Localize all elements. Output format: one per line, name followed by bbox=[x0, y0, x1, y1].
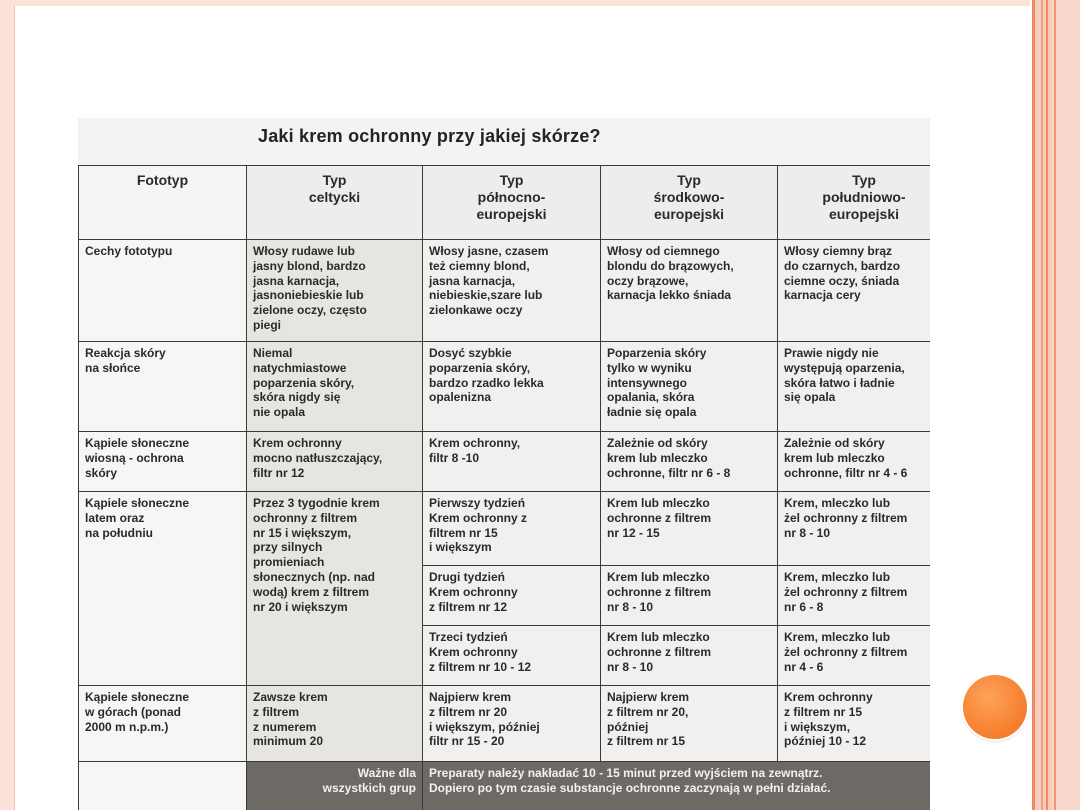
header-row bbox=[79, 166, 931, 240]
table-cell: Poparzenia skóry tylko w wyniku intensywnego opalania, skóra ładnie się opala bbox=[601, 342, 778, 432]
slide-frame-left bbox=[0, 0, 15, 810]
table-cell: Przez 3 tygodnie krem ochronny z filtrem nr 15 i większym, przy silnych promieniach słonecznych (np. nad wodą) krem z filtrem nr 20 i większym bbox=[247, 492, 423, 686]
row-label-features: Cechy fototypu bbox=[79, 240, 247, 342]
table-row bbox=[79, 240, 931, 342]
table-cell: Krem lub mleczko ochronne z filtrem nr 8 - 10 bbox=[601, 566, 778, 626]
table-cell: Krem ochronny z filtrem nr 15 i większym, później 10 - 12 bbox=[778, 686, 931, 762]
table-cell: Najpierw krem z filtrem nr 20 i większym, później filtr nr 15 - 20 bbox=[423, 686, 601, 762]
footer-note: Preparaty należy nakładać 10 - 15 minut przed wyjściem na zewnątrz. Dopiero po tym czasie substancje ochronne zaczynają w pełni działać. bbox=[423, 762, 931, 810]
table-row bbox=[79, 686, 931, 762]
footer-empty-cell bbox=[79, 762, 247, 810]
header-fototyp: Fototyp bbox=[79, 166, 247, 240]
table-cell: Prawie nigdy nie występują oparzenia, skóra łatwo i ładnie się opala bbox=[778, 342, 931, 432]
table-cell: Pierwszy tydzień Krem ochronny z filtrem nr 15 i większym bbox=[423, 492, 601, 566]
frame-stripe bbox=[1041, 0, 1043, 810]
footer-row bbox=[79, 762, 931, 810]
table-cell: Zależnie od skóry krem lub mleczko ochronne, filtr nr 6 - 8 bbox=[601, 432, 778, 492]
sunscreen-table bbox=[78, 165, 930, 810]
table-row bbox=[79, 432, 931, 492]
frame-stripe bbox=[1052, 0, 1080, 810]
table-cell: Włosy od ciemnego blondu do brązowych, oczy brązowe, karnacja lekko śniada bbox=[601, 240, 778, 342]
table-row bbox=[79, 492, 931, 566]
frame-stripe bbox=[1054, 0, 1056, 810]
scanned-table-image bbox=[78, 118, 930, 810]
table-cell: Włosy ciemny brąz do czarnych, bardzo ciemne oczy, śniada karnacja cery bbox=[778, 240, 931, 342]
table-cell: Krem lub mleczko ochronne z filtrem nr 8 - 10 bbox=[601, 626, 778, 686]
table-cell: Trzeci tydzień Krem ochronny z filtrem nr 10 - 12 bbox=[423, 626, 601, 686]
table-cell: Krem ochronny mocno natłuszczający, filtr nr 12 bbox=[247, 432, 423, 492]
row-label-spring: Kąpiele słoneczne wiosną - ochrona skóry bbox=[79, 432, 247, 492]
table-cell: Krem ochronny, filtr 8 -10 bbox=[423, 432, 601, 492]
header-celtic: Typ celtycki bbox=[247, 166, 423, 240]
row-label-summer: Kąpiele słoneczne latem oraz na południu bbox=[79, 492, 247, 686]
header-south-european: Typ południowo- europejski bbox=[778, 166, 931, 240]
table-cell: Krem, mleczko lub żel ochronny z filtrem nr 6 - 8 bbox=[778, 566, 931, 626]
table-cell: Krem, mleczko lub żel ochronny z filtrem nr 4 - 6 bbox=[778, 626, 931, 686]
table-cell: Zależnie od skóry krem lub mleczko ochronne, filtr nr 4 - 6 bbox=[778, 432, 931, 492]
table-cell: Krem lub mleczko ochronne z filtrem nr 12 - 15 bbox=[601, 492, 778, 566]
table-cell: Drugi tydzień Krem ochronny z filtrem nr 12 bbox=[423, 566, 601, 626]
footer-label: Ważne dla wszystkich grup bbox=[247, 762, 423, 810]
table-cell: Najpierw krem z filtrem nr 20, później z filtrem nr 15 bbox=[601, 686, 778, 762]
header-central-european: Typ środkowo- europejski bbox=[601, 166, 778, 240]
table-row bbox=[79, 342, 931, 432]
orange-circle-decoration bbox=[963, 675, 1027, 739]
table-cell: Zawsze krem z filtrem z numerem minimum 20 bbox=[247, 686, 423, 762]
header-north-european: Typ północno- europejski bbox=[423, 166, 601, 240]
table-cell: Włosy jasne, czasem też ciemny blond, jasna karnacja, niebieskie,szare lub zielonkawe oczy bbox=[423, 240, 601, 342]
table-cell: Niemal natychmiastowe poparzenia skóry, skóra nigdy się nie opala bbox=[247, 342, 423, 432]
row-label-reaction: Reakcja skóry na słońce bbox=[79, 342, 247, 432]
slide-frame-right bbox=[1032, 0, 1080, 810]
frame-stripe bbox=[1046, 0, 1048, 810]
table-cell: Krem, mleczko lub żel ochronny z filtrem nr 8 - 10 bbox=[778, 492, 931, 566]
frame-stripe bbox=[1032, 0, 1035, 810]
document-title: Jaki krem ochronny przy jakiej skórze? bbox=[258, 126, 601, 146]
row-label-mountains: Kąpiele słoneczne w górach (ponad 2000 m n.p.m.) bbox=[79, 686, 247, 762]
table-cell: Dosyć szybkie poparzenia skóry, bardzo rzadko lekka opalenizna bbox=[423, 342, 601, 432]
slide-frame-top bbox=[14, 0, 1030, 6]
table-cell: Włosy rudawe lub jasny blond, bardzo jasna karnacja, jasnoniebieskie lub zielone oczy, często piegi bbox=[247, 240, 423, 342]
